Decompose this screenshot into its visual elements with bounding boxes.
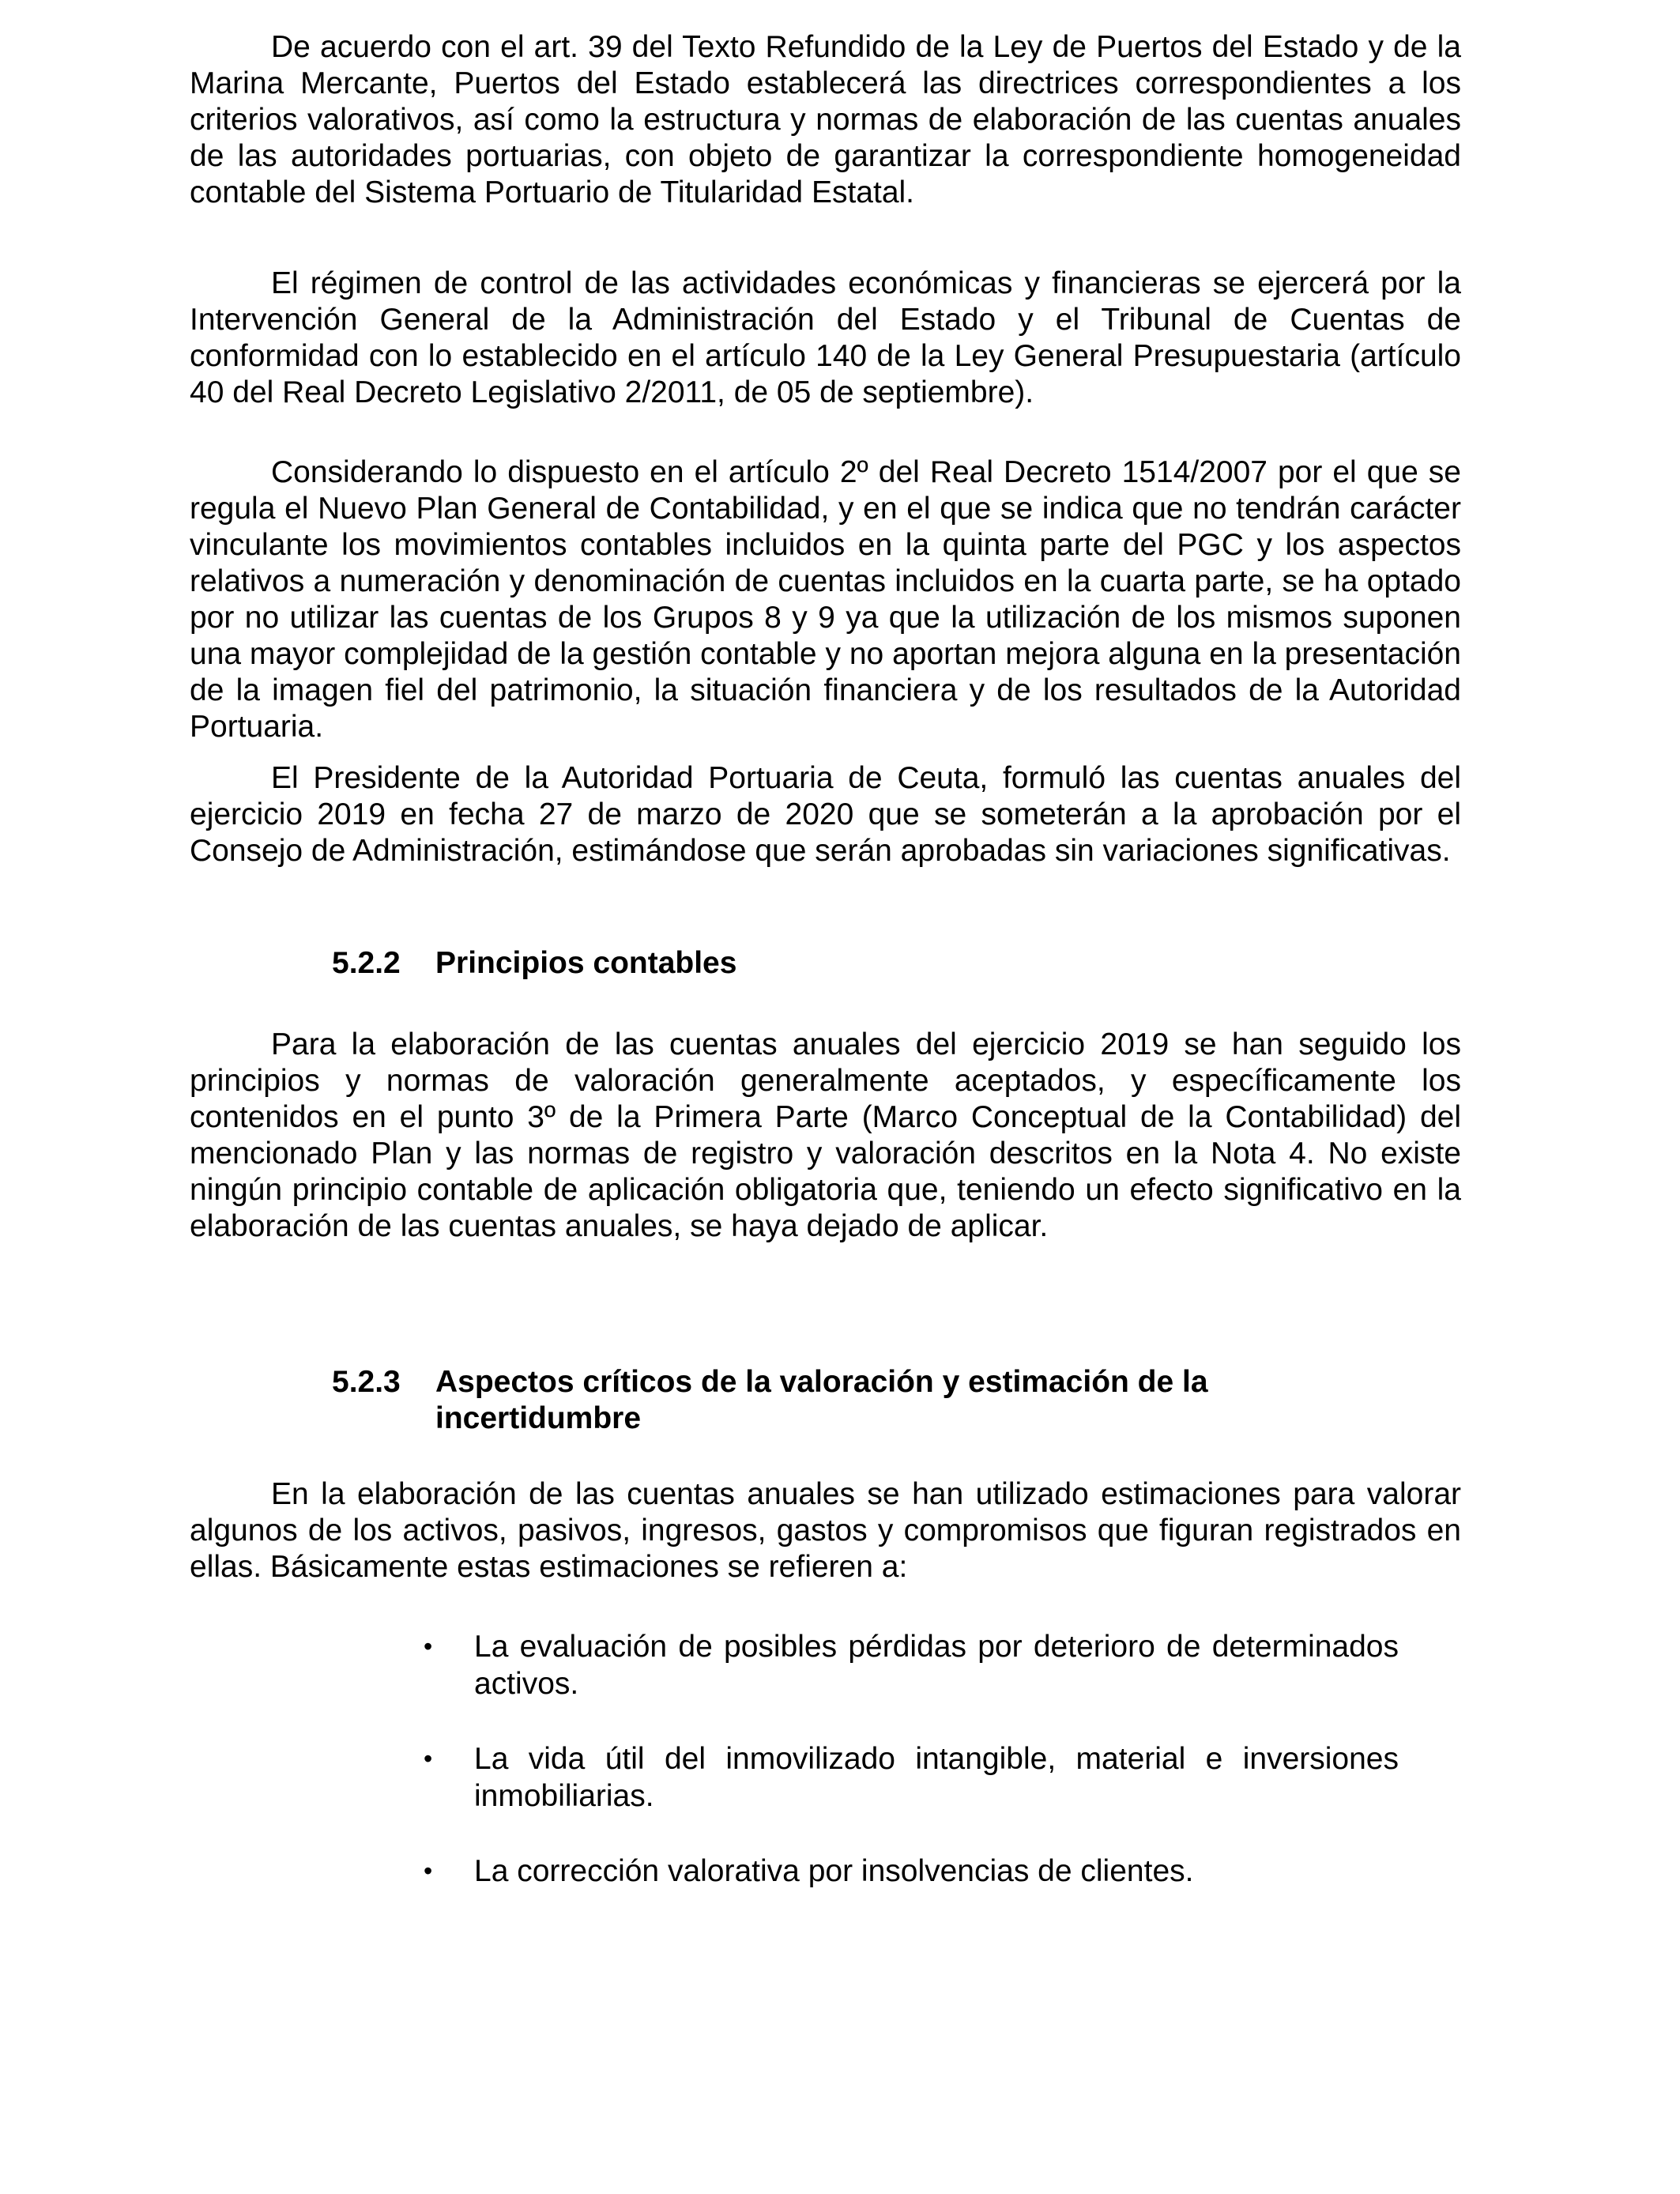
list-item-text: La corrección valorativa por insolvencias de clientes. <box>474 1854 1194 1888</box>
paragraph-accounting-plan: Considerando lo dispuesto en el artículo 2º del Real Decreto 1514/2007 por el que se regula el Nuevo Plan General de Contabilidad, y en el que se indica que no tendrán carácter vinculante los movimientos contables incluidos en la quinta parte del PGC y los aspectos relativos a numeración y denominación de cuentas incluidos en la cuarta parte, se ha optado por no utilizar las cuentas de los Grupos 8 y 9 ya que la utilización de los mismos suponen una mayor complejidad de la gestión contable y no aportan mejora alguna en la presentación de la imagen fiel del patrimonio, la situación financiera y de los resultados de la Autoridad Portuaria. <box>190 455 1461 744</box>
section-title: Principios contables <box>435 946 737 980</box>
list-item-text: La evaluación de posibles pérdidas por deterioro de determinados activos. <box>474 1630 1399 1701</box>
section-number: 5.2.2 <box>332 946 401 980</box>
list-item <box>419 1740 1399 1815</box>
list-item-text: La vida útil del inmovilizado intangible, material e inversiones inmobiliarias. <box>474 1742 1399 1813</box>
estimates-list <box>419 1628 1399 1928</box>
bullet-icon: • <box>424 1857 433 1885</box>
section-title-line2: incertidumbre <box>435 1401 642 1435</box>
paragraph-annual-accounts: El Presidente de la Autoridad Portuaria de Ceuta, formuló las cuentas anuales del ejercicio 2019 en fecha 27 de marzo de 2020 que se someterán a la aprobación por el Consejo de Administración, estimándose que serán aprobadas sin variaciones significativas. <box>190 761 1461 868</box>
section-number: 5.2.3 <box>332 1365 401 1399</box>
bullet-icon: • <box>424 1744 433 1773</box>
section-heading-aspectos <box>332 1364 1208 1437</box>
bullet-icon: • <box>424 1632 433 1661</box>
section-heading-principios <box>332 945 736 982</box>
paragraph-estimates: En la elaboración de las cuentas anuales se han utilizado estimaciones para valorar algunos de los activos, pasivos, ingresos, gastos y compromisos que figuran registrados en ellas. Básicamente estas estimaciones se refieren a: <box>190 1477 1461 1584</box>
section-title-line1: Aspectos críticos de la valoración y estimación de la <box>435 1365 1208 1399</box>
paragraph-principles: Para la elaboración de las cuentas anuales del ejercicio 2019 se han seguido los principios y normas de valoración generalmente aceptados, y específicamente los contenidos en el punto 3º de la Primera Parte (Marco Conceptual de la Contabilidad) del mencionado Plan y las normas de registro y valoración descritos en la Nota 4. No existe ningún principio contable de aplicación obligatoria que, teniendo un efecto significativo en la elaboración de las cuentas anuales, se haya dejado de aplicar. <box>190 1027 1461 1243</box>
list-item <box>419 1853 1399 1890</box>
paragraph-legal-framework: De acuerdo con el art. 39 del Texto Refundido de la Ley de Puertos del Estado y de la Marina Mercante, Puertos del Estado establecerá las directrices correspondientes a los criterios valorativos, así como la estructura y normas de elaboración de las cuentas anuales de las autoridades portuarias, con objeto de garantizar la correspondiente homogeneidad contable del Sistema Portuario de Titularidad Estatal. <box>190 30 1461 209</box>
list-item <box>419 1628 1399 1702</box>
paragraph-control-regime: El régimen de control de las actividades económicas y financieras se ejercerá por la Intervención General de la Administración del Estado y el Tribunal de Cuentas de conformidad con lo establecido en el artículo 140 de la Ley General Presupuestaria (artículo 40 del Real Decreto Legislativo 2/2011, de 05 de septiembre). <box>190 266 1461 409</box>
